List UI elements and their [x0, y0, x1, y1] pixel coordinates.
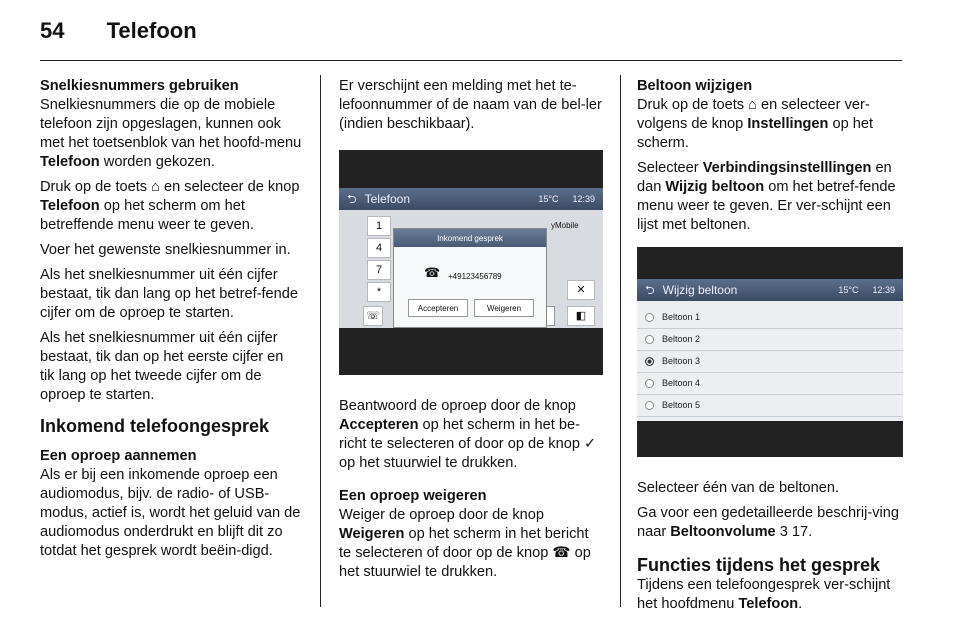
key-1[interactable]: 1 — [367, 216, 391, 236]
paragraph: Selecteer één van de beltonen. — [637, 480, 840, 496]
call-icon[interactable]: ☏ — [363, 306, 383, 326]
paragraph: Als het snelkiesnummer uit één cijfer bestaat, tik dan op het eerste cijfer en tik lang op het tweede cijfer om de oproep te starten. — [40, 330, 284, 403]
radio-icon — [645, 379, 654, 388]
page-number: 54 — [40, 18, 65, 43]
page-title: Telefoon — [106, 18, 197, 43]
column-3 — [637, 77, 903, 620]
reject-button[interactable]: Weigeren — [474, 299, 534, 317]
subsection-heading: Een oproep aannemen — [40, 448, 197, 464]
ringtone-label: Beltoon 2 — [662, 334, 701, 344]
subsection-heading: Beltoon wijzigen — [637, 78, 753, 94]
check-icon: ✓ — [584, 436, 597, 452]
ringtone-screen — [637, 279, 903, 421]
ringtone-label: Beltoon 5 — [662, 400, 701, 410]
paragraph: Tijdens een telefoongesprek ver-schijnt het hoofdmenu Telefoon. — [637, 577, 891, 612]
column-divider — [320, 75, 321, 607]
ringtone-list — [637, 301, 903, 417]
paragraph: Voer het gewenste snelkiesnummer in. — [40, 242, 291, 258]
section-heading: Snelkiesnummers gebruiken — [40, 78, 239, 94]
ringtone-label: Beltoon 1 — [662, 312, 701, 322]
subsection-heading: Een oproep weigeren — [339, 488, 487, 504]
incoming-call-popup: Inkomend gesprek ☎ +49123456789 Accepteren Weigeren — [393, 228, 547, 328]
phone-screen — [339, 188, 603, 328]
ringtone-label: Beltoon 4 — [662, 378, 701, 388]
section-heading: Functies tijdens het gesprek — [637, 555, 881, 575]
phone-screen-image — [339, 150, 603, 375]
back-icon: ⮌ — [645, 282, 655, 297]
ringtone-item[interactable] — [637, 329, 903, 351]
key-4[interactable]: 4 — [367, 238, 391, 258]
screen-title-bar: ⮌ Wijzig beltoon 15°C 12:39 — [637, 279, 903, 301]
ringtone-item[interactable] — [637, 395, 903, 417]
hangup-icon: ☎ — [552, 545, 571, 561]
device-name: yMobile — [551, 221, 579, 230]
paragraph: Als het snelkiesnummer uit één cijfer bestaat, tik dan lang op het betref-fende cijfer om de oproep te starten. — [40, 267, 299, 321]
caller-number: +49123456789 — [448, 272, 502, 281]
ringtone-label: Beltoon 3 — [662, 356, 701, 366]
paragraph: Er verschijnt een melding met het te-lefoonnummer of de naam van de bel-ler (indien beschikbaar). — [339, 78, 602, 132]
ringtone-item[interactable] — [637, 307, 903, 329]
paragraph: Druk op de toets ⌂ en selecteer de knop Telefoon op het scherm om het betreffende menu weer te geven. — [40, 179, 300, 233]
column-2 — [339, 77, 603, 588]
radio-icon — [645, 335, 654, 344]
key-7[interactable]: 7 — [367, 260, 391, 280]
back-icon: ⮌ — [347, 191, 357, 206]
radio-icon — [645, 357, 654, 366]
radio-icon — [645, 313, 654, 322]
ringtone-item[interactable] — [637, 351, 903, 373]
ringtone-item[interactable] — [637, 373, 903, 395]
mute-icon[interactable]: ✕ — [567, 280, 595, 300]
section-heading: Inkomend telefoongesprek — [40, 416, 270, 436]
paragraph: Druk op de toets ⌂ en selecteer ver-volgens de knop Instellingen op het scherm. — [637, 97, 874, 151]
ringtone-screen-image — [637, 247, 903, 457]
page-header — [40, 18, 197, 44]
accept-button[interactable]: Accepteren — [408, 299, 468, 317]
phone-icon: ☎ — [424, 265, 441, 280]
paragraph: Beantwoord de oproep door de knop Accepteren op het scherm in het be-richt te selecteren of door op de knop ✓ op het stuurwiel te drukken. — [339, 398, 597, 471]
header-rule — [40, 60, 902, 61]
radio-icon — [645, 401, 654, 410]
column-divider — [620, 75, 621, 607]
paragraph: Snelkiesnummers die op de mobiele telefoon zijn opgeslagen, kunnen ook met het toetsenblok van het hoofd-menu Telefoon worden gekozen. — [40, 97, 302, 170]
paragraph: Ga voor een gedetailleerde beschrij-ving naar Beltoonvolume 3 17. — [637, 505, 900, 540]
paragraph: Als er bij een inkomende oproep een audiomodus, bijv. de radio- of USB-modus, actief is, wordt het geluid van de audiomodus onderdrukt en blijft dit zo totdat het gesprek wordt beëin-digd. — [40, 467, 301, 559]
screen-title-bar: ⮌ Telefoon 15°C 12:39 — [339, 188, 603, 210]
column-1 — [40, 77, 302, 567]
handsfree-icon[interactable]: ◧ — [567, 306, 595, 326]
home-icon: ⌂ — [748, 97, 757, 113]
paragraph: Selecteer Verbindingsinstelllingen en dan Wijzig beltoon om het betref-fende menu weer te geven. Er ver-schijnt een lijst met beltonen. — [637, 160, 896, 233]
home-icon: ⌂ — [151, 179, 160, 195]
paragraph: Weiger de oproep door de knop Weigeren op het scherm in het bericht te selecteren of door op de knop ☎ op het stuurwiel te drukken. — [339, 507, 591, 580]
key-star[interactable]: * — [367, 282, 391, 302]
